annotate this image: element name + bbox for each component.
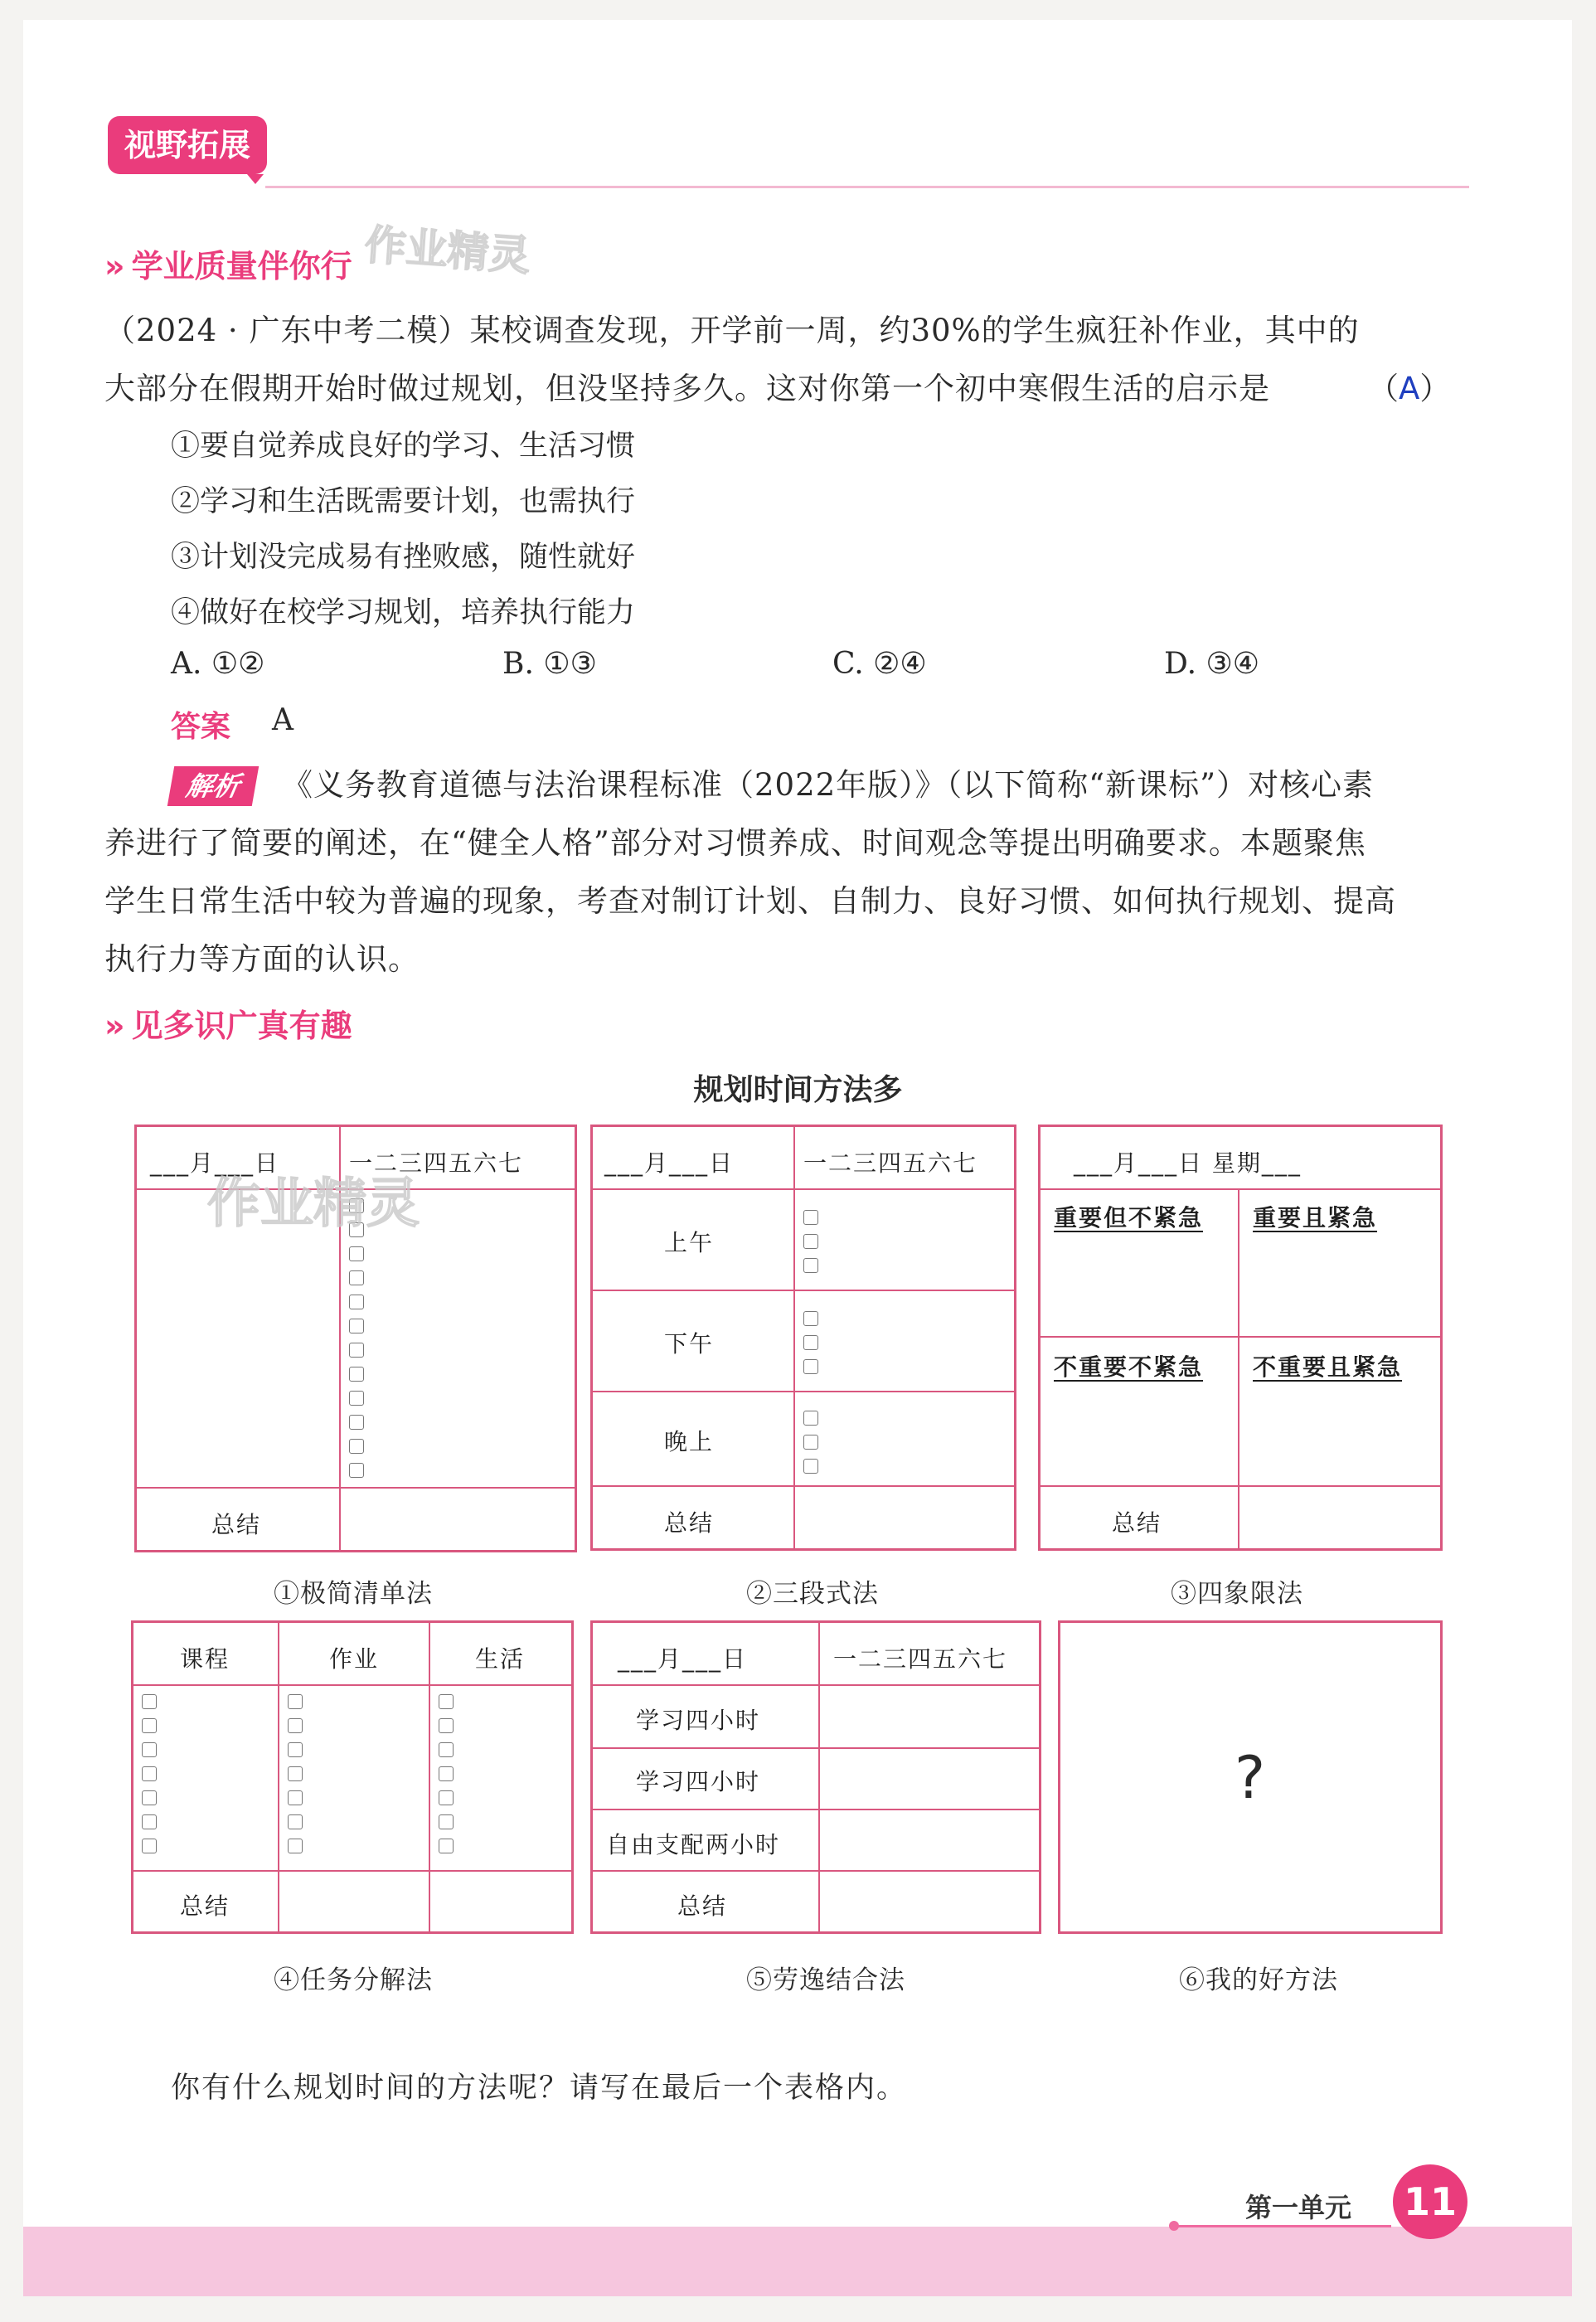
double-chevron-icon: » [104, 248, 125, 284]
analysis-tag: 解析 [167, 766, 259, 806]
date-field: ___月___日 [150, 1149, 280, 1177]
checkbox-icon[interactable] [803, 1459, 818, 1474]
checkbox-icon[interactable] [288, 1694, 303, 1709]
checkbox-icon[interactable] [288, 1814, 303, 1829]
summary-label: 总结 [180, 1892, 230, 1920]
watermark-table: 作业精灵 [207, 1173, 420, 1235]
caption-1: ①极简清单法 [274, 1579, 433, 1609]
statement-1: ①要自觉养成良好的学习、生活习惯 [171, 430, 636, 463]
summary-label: 总结 [1112, 1509, 1162, 1537]
table-work-rest [590, 1620, 1041, 1934]
col-life: 生活 [475, 1645, 526, 1673]
section-badge: 视野拓展 [108, 116, 267, 174]
header-rule [265, 186, 1469, 188]
checkbox-icon[interactable] [803, 1435, 818, 1450]
checkbox-icon[interactable] [288, 1839, 303, 1853]
choice-d: D. ③④ [1164, 647, 1260, 681]
caption-5: ⑤劳逸结合法 [746, 1965, 905, 1995]
weekday-field: 一二三四五六七 [803, 1149, 978, 1177]
caption-4: ④任务分解法 [274, 1965, 433, 1995]
checkbox-icon[interactable] [288, 1790, 303, 1805]
checkbox-icon[interactable] [349, 1391, 364, 1406]
section-title-knowledge: » 见多识广真有趣 [104, 1008, 352, 1044]
answer-value: A [272, 703, 293, 737]
double-chevron-icon: » [104, 1008, 125, 1044]
watermark-top: 作业精灵 [362, 221, 532, 280]
figure-title: 规划时间方法多 [693, 1073, 903, 1107]
checkbox-icon[interactable] [288, 1718, 303, 1733]
summary-label: 总结 [664, 1509, 715, 1537]
quadrant-important-urgent: 重要且紧急 [1253, 1204, 1378, 1231]
checkbox-icon[interactable] [349, 1367, 364, 1382]
table-four-quadrant [1038, 1125, 1443, 1551]
statement-3: ③计划没完成易有挫败感，随性就好 [171, 541, 636, 574]
checkbox-icon[interactable] [439, 1790, 454, 1805]
row-free-time: 自由支配两小时 [606, 1831, 781, 1858]
caption-6: ⑥我的好方法 [1179, 1965, 1338, 1995]
row-evening: 晚上 [664, 1428, 715, 1455]
caption-3: ③四象限法 [1171, 1579, 1303, 1609]
checkbox-icon[interactable] [803, 1359, 818, 1374]
checkbox-icon[interactable] [349, 1295, 364, 1309]
section-title-quality: » 学业质量伴你行 [104, 248, 352, 284]
checkbox-icon[interactable] [349, 1246, 364, 1261]
checkbox-icon[interactable] [439, 1742, 454, 1757]
checkbox-icon[interactable] [142, 1839, 157, 1853]
analysis-line-1: 《义务教育道德与法治课程标准（2022年版）》（以下简称“新课标”）对核心素 [282, 767, 1374, 803]
checkbox-icon[interactable] [142, 1694, 157, 1709]
analysis-line-2: 养进行了简要的阐述，在“健全人格”部分对习惯养成、时间观念等提出明确要求。本题聚焦 [104, 825, 1366, 861]
choice-a: A. ①② [171, 647, 265, 681]
quadrant-not-important-not-urgent: 不重要不紧急 [1054, 1353, 1204, 1381]
date-field: ___月___日 [618, 1645, 748, 1673]
checkbox-icon[interactable] [349, 1319, 364, 1333]
checkbox-icon[interactable] [349, 1439, 364, 1454]
bottom-decor-band [23, 2227, 1572, 2296]
row-morning: 上午 [664, 1229, 715, 1256]
checkbox-icon[interactable] [439, 1814, 454, 1829]
question-mark: ? [1235, 1744, 1266, 1812]
col-homework: 作业 [329, 1645, 380, 1673]
footer-line [1176, 2225, 1391, 2227]
question-line-2: 大部分在假期开始时做过规划，但没坚持多久。这对你第一个初中寒假生活的启示是 [104, 371, 1270, 406]
analysis-line-3: 学生日常生活中较为普遍的现象，考查对制订计划、自制力、良好习惯、如何执行规划、提高 [104, 883, 1396, 919]
checkbox-icon[interactable] [349, 1463, 364, 1478]
col-course: 课程 [180, 1645, 230, 1673]
quadrant-important-not-urgent: 重要但不紧急 [1054, 1204, 1204, 1231]
final-prompt: 你有什么规划时间的方法呢？请写在最后一个表格内。 [171, 2072, 908, 2105]
question-line-1: （2024 · 广东中考二模）某校调查发现，开学前一周，约30%的学生疯狂补作业，其中的 [104, 313, 1360, 348]
answer-label: 答案 [171, 710, 231, 744]
checkbox-icon[interactable] [803, 1234, 818, 1249]
row-study-2: 学习四小时 [636, 1768, 761, 1795]
answer-bracket: （A） [1368, 371, 1451, 406]
checkbox-icon[interactable] [439, 1694, 454, 1709]
summary-label: 总结 [677, 1892, 728, 1920]
date-week-field: ___月___日 星期___ [1074, 1149, 1302, 1177]
page-number: 11 [1393, 2164, 1467, 2239]
checkbox-icon[interactable] [349, 1270, 364, 1285]
choice-b: B. ①③ [502, 647, 597, 681]
checkbox-icon[interactable] [803, 1258, 818, 1273]
checkbox-icon[interactable] [288, 1742, 303, 1757]
checkbox-icon[interactable] [349, 1343, 364, 1358]
table-three-part [590, 1125, 1016, 1551]
weekday-field: 一二三四五六七 [833, 1645, 1008, 1673]
choice-c: C. ②④ [832, 647, 927, 681]
badge-tail [247, 174, 264, 184]
checkbox-icon[interactable] [349, 1415, 364, 1430]
checkbox-icon[interactable] [439, 1718, 454, 1733]
date-field: ___月___日 [604, 1149, 735, 1177]
checkbox-icon[interactable] [288, 1766, 303, 1781]
summary-label: 总结 [211, 1511, 262, 1538]
statement-4: ④做好在校学习规划，培养执行能力 [171, 596, 636, 629]
checkbox-icon[interactable] [439, 1766, 454, 1781]
checkbox-icon[interactable] [439, 1839, 454, 1853]
table-my-method[interactable] [1058, 1620, 1443, 1934]
analysis-line-4: 执行力等方面的认识。 [104, 941, 420, 977]
caption-2: ②三段式法 [746, 1579, 879, 1609]
filled-answer: A [1399, 371, 1420, 406]
checkbox-icon[interactable] [803, 1311, 818, 1326]
table-task-decomposition [131, 1620, 574, 1934]
weekday-field: 一二三四五六七 [349, 1149, 524, 1177]
checkbox-icon[interactable] [803, 1210, 818, 1225]
statement-2: ②学习和生活既需要计划，也需执行 [171, 485, 636, 518]
checkbox-icon[interactable] [142, 1766, 157, 1781]
row-study-1: 学习四小时 [636, 1707, 761, 1734]
row-afternoon: 下午 [664, 1330, 715, 1358]
checkbox-icon[interactable] [142, 1742, 157, 1757]
quadrant-not-important-urgent: 不重要且紧急 [1253, 1353, 1403, 1381]
checkbox-icon[interactable] [142, 1790, 157, 1805]
checkbox-icon[interactable] [142, 1814, 157, 1829]
unit-label: 第一单元 [1245, 2192, 1352, 2223]
checkbox-icon[interactable] [142, 1718, 157, 1733]
checkbox-icon[interactable] [803, 1335, 818, 1350]
checkbox-icon[interactable] [803, 1411, 818, 1426]
